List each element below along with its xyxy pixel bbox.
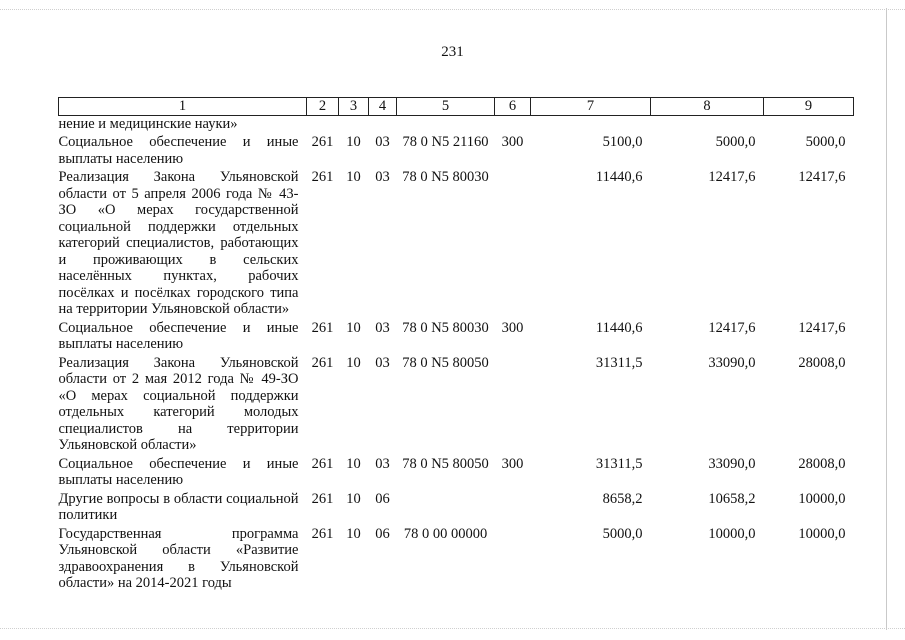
cell-ministry-code: 261 xyxy=(311,455,334,472)
cell-target-article: 78 0 N5 80050 xyxy=(402,455,489,472)
cell-section: 10 xyxy=(346,134,361,150)
cell-subsection xyxy=(369,115,397,134)
cell-amount-col8: 5000,0 xyxy=(715,134,756,150)
cell-target-article: 78 0 N5 80050 xyxy=(402,354,489,371)
cell-amount-col9: 28008,0 xyxy=(798,455,846,472)
cell-section: 10 xyxy=(346,354,361,371)
cell-section xyxy=(339,115,369,134)
cell-target-article: 78 0 N5 80030 xyxy=(402,319,489,336)
cell-ministry-code: 261 xyxy=(311,354,334,371)
cell-ministry-code: 261 xyxy=(311,134,334,150)
row-name: нение и медицинские науки» xyxy=(58,115,238,132)
cell-amount-col8: 33090,0 xyxy=(708,455,756,472)
cell-amount-col7: 5100,0 xyxy=(602,134,643,150)
column-header: 9 xyxy=(764,98,854,116)
cell-amount-col8: 10658,2 xyxy=(708,490,756,507)
cell-subsection: 03 xyxy=(375,455,390,472)
cell-amount-col9: 12417,6 xyxy=(798,319,846,336)
cell-amount-col8: 12417,6 xyxy=(708,319,756,336)
cell-amount-col9: 5000,0 xyxy=(805,134,846,150)
row-name: Реализация Закона Ульяновской области от 2 мая 2012 года № 49-ЗО «О мерах социальной поддержки отдельных категорий молодых специалистов на территории Ульяновской области» xyxy=(58,354,299,453)
header-row xyxy=(59,98,854,116)
page-edge xyxy=(886,8,887,630)
cell-ministry-code: 261 xyxy=(311,319,334,336)
table-row xyxy=(59,355,854,456)
cell-ministry-code: 261 xyxy=(311,490,334,507)
cell-section: 10 xyxy=(346,169,361,185)
cell-expense-type xyxy=(495,115,531,134)
cell-section: 10 xyxy=(346,455,361,472)
scan-dots-bottom xyxy=(0,628,905,631)
row-name: Другие вопросы в области социальной политики xyxy=(58,490,299,523)
table-row xyxy=(59,491,854,526)
cell-target-article: 78 0 00 00000 xyxy=(403,525,488,542)
scan-dots-top xyxy=(0,9,905,12)
cell-amount-col8: 33090,0 xyxy=(708,354,756,371)
row-name: Государственная программа Ульяновской области «Развитие здравоохранения в Ульяновской области» на 2014-2021 годы xyxy=(58,525,299,591)
cell-target-article: 78 0 N5 80030 xyxy=(402,169,489,185)
cell-target-article: 78 0 N5 21160 xyxy=(402,134,489,150)
cell-ministry-code: 261 xyxy=(311,525,334,542)
cell-subsection: 03 xyxy=(375,319,390,336)
cell-amount-col8: 12417,6 xyxy=(708,169,756,185)
cell-amount-col9: 10000,0 xyxy=(798,525,846,542)
column-header: 6 xyxy=(495,98,531,116)
column-header: 8 xyxy=(651,98,764,116)
cell-subsection: 06 xyxy=(375,490,390,507)
cell-section: 10 xyxy=(346,490,361,507)
cell-expense-type xyxy=(495,169,531,320)
cell-section: 10 xyxy=(346,319,361,336)
table-row xyxy=(59,115,854,134)
cell-amount-col9: 10000,0 xyxy=(798,490,846,507)
table-row xyxy=(59,526,854,594)
table-row xyxy=(59,169,854,320)
row-name: Социальное обеспечение и иные выплаты населению xyxy=(58,319,299,352)
cell-expense-type: 300 xyxy=(501,134,524,150)
cell-expense-type: 300 xyxy=(501,319,524,336)
cell-amount-col7: 31311,5 xyxy=(595,455,643,472)
column-header: 7 xyxy=(531,98,651,116)
cell-subsection: 03 xyxy=(375,354,390,371)
column-header: 3 xyxy=(339,98,369,116)
cell-target-article xyxy=(397,115,495,134)
cell-expense-type xyxy=(495,526,531,594)
cell-subsection: 03 xyxy=(375,134,390,150)
cell-expense-type xyxy=(495,355,531,456)
cell-amount-col7: 31311,5 xyxy=(595,354,643,371)
cell-expense-type xyxy=(495,491,531,526)
budget-table xyxy=(58,97,854,594)
table-row xyxy=(59,320,854,355)
table-row xyxy=(59,134,854,169)
cell-amount-col9: 28008,0 xyxy=(798,354,846,371)
column-header: 2 xyxy=(307,98,339,116)
cell-amount-col8: 10000,0 xyxy=(708,525,756,542)
cell-amount-col7: 5000,0 xyxy=(602,525,643,542)
cell-amount-col9: 12417,6 xyxy=(798,169,846,185)
cell-ministry-code: 261 xyxy=(311,169,334,185)
cell-subsection: 03 xyxy=(375,169,390,185)
cell-section: 10 xyxy=(346,525,361,542)
cell-subsection: 06 xyxy=(375,525,390,542)
column-header: 1 xyxy=(59,98,307,116)
cell-expense-type: 300 xyxy=(501,455,524,472)
page-number: 231 xyxy=(441,44,464,60)
cell-amount-col9 xyxy=(764,115,854,134)
cell-amount-col7: 11440,6 xyxy=(595,169,643,185)
row-name: Социальное обеспечение и иные выплаты населению xyxy=(58,134,299,167)
row-name: Реализация Закона Ульяновской области от 5 апреля 2006 года № 43-ЗО «О мерах государственной социальной поддержки отдельных категорий специалистов, работающих и проживающих в сельских населённых пунктах, рабочих посёлках и посёлках городского типа на территории Ульяновской области» xyxy=(58,169,299,317)
cell-amount-col7 xyxy=(531,115,651,134)
cell-amount-col7: 11440,6 xyxy=(595,319,643,336)
cell-ministry-code xyxy=(307,115,339,134)
column-header: 5 xyxy=(397,98,495,116)
cell-amount-col8 xyxy=(651,115,764,134)
row-name: Социальное обеспечение и иные выплаты населению xyxy=(58,455,299,488)
cell-amount-col7: 8658,2 xyxy=(602,490,643,507)
cell-target-article xyxy=(397,491,495,526)
column-header: 4 xyxy=(369,98,397,116)
table-row xyxy=(59,456,854,491)
